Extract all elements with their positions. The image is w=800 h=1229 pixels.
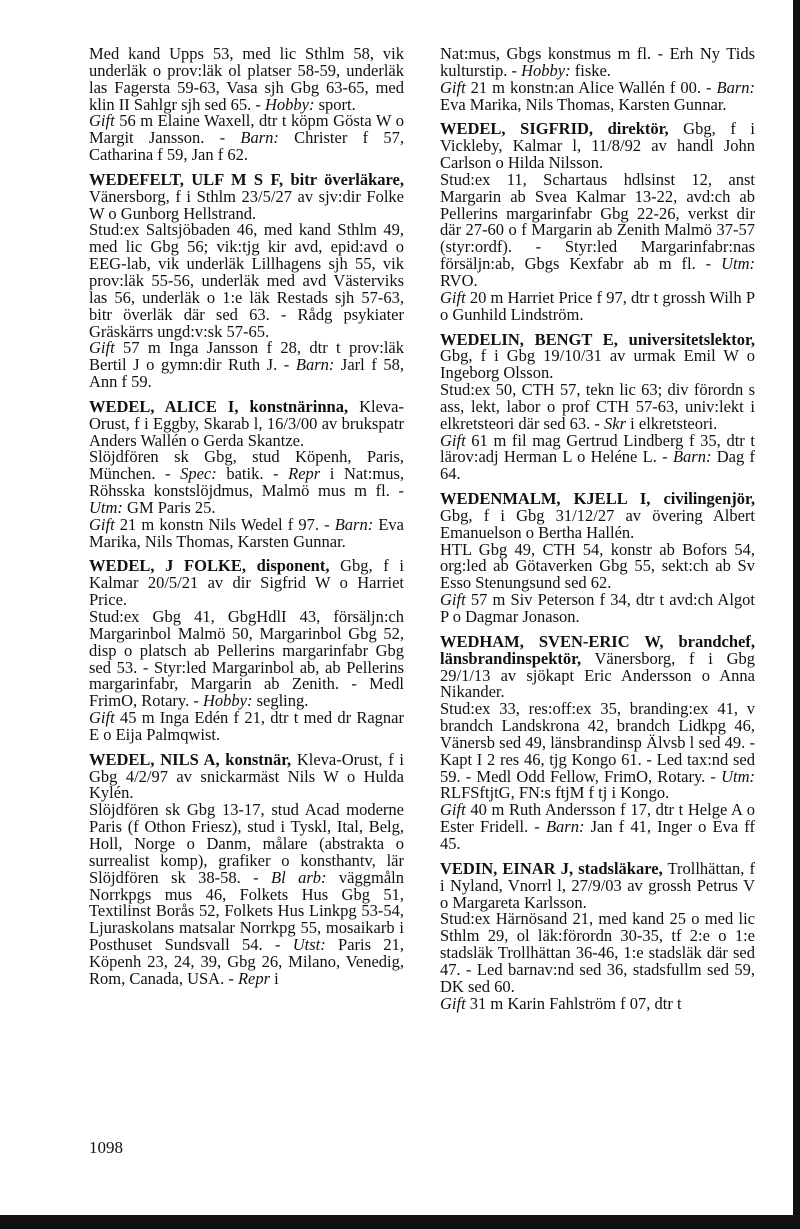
entry-headword: WEDELIN, BENGT E, universitetslektor, <box>440 329 755 349</box>
text-run: HTL Gbg 49, CTH 54, konstr ab Bofors 54, org:led ab Götaverken Gbg 55, sekt:ch ab Sv Esso Stenungsund sed 62. <box>440 539 755 593</box>
entry-headword: WEDEFELT, ULF M S F, bitr överläkare, <box>89 169 404 189</box>
entry-paragraph <box>440 911 755 995</box>
scan-edge-right <box>793 0 800 1229</box>
entry-lead: Gbg, f i Gbg 31/12/27 av övering Albert Emanuelson o Bertha Hallén. <box>440 505 755 542</box>
italic-label: Barn: <box>716 77 755 97</box>
entry-paragraph <box>440 382 755 433</box>
text-run: fiske. <box>570 60 611 80</box>
text-run: 21 m konstn:an Alice Wallén f 00. - <box>465 77 717 97</box>
italic-label: Utm: <box>721 254 755 274</box>
entry-family-paragraph <box>440 287 755 324</box>
biography-entry <box>440 631 755 853</box>
page-number: 1098 <box>89 1138 123 1157</box>
italic-label: Gift <box>89 514 115 534</box>
text-run: 20 m Harriet Price f 97, dtr t grossh Wilh P o Gunhild Lindström. <box>440 287 755 324</box>
italic-label: Bl arb: <box>271 867 327 887</box>
entry-paragraph <box>440 169 755 290</box>
italic-label: Gift <box>440 430 466 450</box>
italic-label: Barn: <box>295 355 335 375</box>
text-run: Stud:ex 11, Schartaus hdlsinst 12, anst Margarin ab Svea Kalmar 13-22, avd:ch ab Pellerins margarinfabr Gbg 22-26, verkst dir där 27-60 o f Margarin ab Zenith Malmö 37-57 (styr:ordf). - Styr:led Margarinfabr:nas försäljn:ab, Gbgs Kexfabr ab m fl. - <box>440 169 755 274</box>
italic-label: Gift <box>440 800 466 820</box>
biography-entry <box>89 396 404 551</box>
text-run: i elkretsteori. <box>626 413 718 433</box>
text-run: Stud:ex Saltsjöbaden 46, med kand Sthlm 49, med lic Gbg 56; vik:tjg kir avd, epid:avd o EEG-lab, vik underläk Lillhagens sjh 55, vik prov:läk 55-56, underläk med avd Västerviks las 56, underläk o 1:e läk Restads sjh 57-63, bitr överläk där sed 63. - Rådg psykiater Gräskärrs ungd:v:sk 57-65. <box>89 220 404 341</box>
biography-entry <box>89 749 404 988</box>
italic-label: Gift <box>89 111 115 131</box>
text-run: Paris 21, Köpenh 23, 24, 39, Gbg 26, Milano, Venedig, Rom, Canada, USA. - <box>89 935 404 988</box>
biography-entry <box>440 329 756 484</box>
text-run: Slöjdfören sk Gbg, stud Köpenh, Paris, München. - <box>89 447 404 484</box>
italic-label: Barn: <box>672 447 712 467</box>
text-run: 31 m Karin Fahlström f 07, dtr t <box>465 993 682 1013</box>
entry-paragraph <box>440 858 755 912</box>
text-run: 57 m Inga Jansson f 28, dtr t prov:läk Bertil J o gymn:dir Ruth J. - <box>89 338 404 375</box>
biography-entry <box>440 491 755 626</box>
entry-paragraph <box>440 121 755 172</box>
text-run: Christer f 57, Catharina f 59, Jan f 62. <box>89 128 404 165</box>
text-run: Med kand Upps 53, med lic Sthlm 58, vik underläk o prov:läk ol platser 58-59, underläk las Fagersta 59-63, Vasa sjh Gbg 63-65, med klin II Sahlgr sjh sed 65. - <box>89 44 404 114</box>
text-run: RVO. <box>440 270 478 290</box>
entry-family-paragraph <box>89 710 404 744</box>
entry-lead: Trollhättan, f i Nyland, Vnorrl l, 27/9/03 av grossh Petrus V o Margareta Karlsson. <box>440 858 755 912</box>
text-run: Slöjdfören sk Gbg 13-17, stud Acad moderne Paris (f Othon Friesz), stud i Tyskl, Ital, Belg, Holl, Norge o Danm, målare (abstrakta o surrealist komp), grafiker o konsthantv, lär Slöjdfören sk 38-58. - <box>89 800 404 887</box>
entry-lead: Vänersborg, f i Gbg 29/1/13 av sjökapt Eric Andersson o Anna Nikander. <box>440 648 755 702</box>
entry-paragraph <box>440 701 755 802</box>
text-run: Stud:ex Härnösand 21, med kand 25 o med lic Sthlm 29, ol läk:förordn 30-35, tf 2:e o 1:e stadsläk Trollhättan 36-46, 1:e stadsläk där sed 47. - Led barnav:nd sed 36, stadsfullm sed 59, DK sed 60. <box>440 909 755 996</box>
entry-paragraph <box>89 169 404 223</box>
italic-label: Hobby: <box>264 94 315 114</box>
entry-lead: Kleva-Orust, f i Gbg 4/2/97 av snickarmäst Nils W o Hulda Kylén. <box>89 749 404 803</box>
entry-paragraph <box>440 539 755 593</box>
entry-paragraph <box>89 802 404 987</box>
italic-label: Gift <box>440 590 466 610</box>
italic-label: Utst: <box>292 935 326 955</box>
text-run: i <box>270 968 279 988</box>
entry-family-paragraph <box>89 514 404 551</box>
text-run: Dag f 64. <box>440 447 756 484</box>
entry-family-paragraph <box>440 430 756 484</box>
italic-label: Gift <box>440 287 466 307</box>
biography-entry <box>89 558 404 743</box>
biography-entry <box>440 121 755 323</box>
entry-lead: Gbg, f i Kalmar 20/5/21 av dir Sigfrid W o Harriet Price. <box>89 556 404 610</box>
entry-paragraph <box>440 329 755 383</box>
entry-family-paragraph <box>440 592 755 626</box>
entry-paragraph <box>440 491 755 542</box>
text-run: segling. <box>252 691 309 711</box>
entry-headword: WEDEL, SIGFRID, direktör, <box>440 119 669 139</box>
entry-paragraph <box>89 449 404 516</box>
italic-label: Gift <box>89 708 115 728</box>
italic-label: Gift <box>440 993 466 1013</box>
entry-headword: WEDHAM, SVEN-ERIC W, brandchef, länsbrandinspektör, <box>440 631 755 668</box>
entry-lead: Kleva-Orust, f i Eggby, Skarab l, 16/3/00 av brukspatr Anders Wallén o Gerda Skantze. <box>89 396 404 450</box>
text-run: sport. <box>314 94 356 114</box>
entry-paragraph <box>440 46 755 80</box>
italic-label: Hobby: <box>521 60 571 80</box>
italic-label: Utm: <box>721 766 755 786</box>
text-run: batik. - <box>216 464 289 484</box>
entry-family-paragraph <box>440 77 755 114</box>
italic-label: Barn: <box>545 817 585 837</box>
italic-label: Barn: <box>240 128 279 148</box>
entry-headword: WEDEL, J FOLKE, disponent, <box>89 556 330 576</box>
text-run: 21 m konstn Nils Wedel f 97. - <box>114 514 335 534</box>
text-run: Stud:ex Gbg 41, GbgHdlI 43, försäljn:ch Margarinbol Malmö 50, Margarinbol Gbg 52, disp o platsch ab Pellerins margarinfabr Gbg sed 53. - Styr:led Margarinbol ab, ab Pellerins margarinfabr, Margarin ab Zenith. - Medl FrimO, Rotary. - <box>89 607 404 711</box>
biography-entry <box>440 46 755 113</box>
italic-label: Gift <box>89 338 115 358</box>
entry-family-paragraph <box>89 340 404 391</box>
entry-paragraph <box>89 396 404 450</box>
italic-label: Hobby: <box>202 691 253 711</box>
entry-headword: VEDIN, EINAR J, stadsläkare, <box>440 858 663 878</box>
text-run: 45 m Inga Edén f 21, dtr t med dr Ragnar E o Eija Palmqwist. <box>89 708 404 744</box>
italic-label: Skr <box>604 413 627 433</box>
entry-lead: Vänersborg, f i Sthlm 23/5/27 av sjv:dir Folke W o Gunborg Hellstrand. <box>89 186 404 223</box>
italic-label: Gift <box>440 77 466 97</box>
text-run: GM Paris 25. <box>122 497 216 517</box>
text-run: 40 m Ruth Andersson f 17, dtr t Helge A o Ester Fridell. - <box>440 800 755 837</box>
text-run: Jan f 41, Inger o Eva ff 45. <box>440 817 755 853</box>
scan-edge-bottom <box>0 1215 800 1229</box>
biography-entry <box>89 46 404 164</box>
text-run: RLFSftjtG, FN:s ftjM f tj i Kongo. <box>440 783 670 803</box>
text-run: i Nat:mus, Röhsska konstslöjdmus, Malmö mus m fl. - <box>89 464 404 501</box>
biography-entry <box>440 858 755 1013</box>
text-run: väggmåln Norrkpgs mus 46, Folkets Hus Gbg 51, Textilinst Borås 52, Folkets Hus Linkpg 53-54, Ljuraskolans matsalar Norrkpg 55, mosaikarb i Posthuset Sundsvall 54. - <box>89 867 404 955</box>
text-run: Stud:ex 33, res:off:ex 35, branding:ex 41, v brandch Landskrona 42, brandch Lidkpg 46, Vänersb sed 49, länsbrandinsp Älvsb l sed 49. - Kapt I 2 res 46, tjg Kongo 61. - Led tax:nd sed 59. - Medl Odd Fellow, FrimO, Rotary. - <box>440 699 755 786</box>
entry-family-paragraph <box>440 993 755 1013</box>
italic-label: Utm: <box>89 497 123 517</box>
entry-paragraph <box>89 749 404 803</box>
entry-headword: WEDEL, NILS A, konstnär, <box>89 749 292 769</box>
entry-headword: WEDEL, ALICE I, konstnärinna, <box>89 396 349 416</box>
text-run: 56 m Elaine Waxell, dtr t köpm Gösta W o Margit Jansson. - <box>89 111 404 148</box>
text-run: Eva Marika, Nils Thomas, Karsten Gunnar. <box>89 514 404 551</box>
text-run: Jarl f 58, Ann f 59. <box>89 355 405 392</box>
text-run: Eva Marika, Nils Thomas, Karsten Gunnar. <box>440 94 727 114</box>
entry-paragraph <box>89 46 404 113</box>
entry-paragraph <box>89 609 404 710</box>
entry-paragraph <box>440 631 755 702</box>
entry-lead: Gbg, f i Vickleby, Kalmar l, 11/8/92 av handl John Carlson o Hilda Nilsson. <box>440 119 755 173</box>
italic-label: Repr <box>288 464 321 484</box>
text-run: 61 m fil mag Gertrud Lindberg f 35, dtr t lärov:adj Herman L o Heléne L. - <box>440 430 755 467</box>
italic-label: Repr <box>237 968 271 988</box>
biography-entry <box>89 169 405 392</box>
text-run: Nat:mus, Gbgs konstmus m fl. - Erh Ny Tids kulturstip. - <box>440 44 755 80</box>
entry-family-paragraph <box>440 802 755 853</box>
entry-paragraph <box>89 558 404 609</box>
left-column <box>89 46 404 996</box>
right-column <box>440 46 755 1020</box>
text-run: Stud:ex 50, CTH 57, tekn lic 63; div förordn s ass, lekt, labor o prof CTH 57-63, univ:lekt i elkretsteori där sed 63. - <box>440 380 755 433</box>
text-run: 57 m Siv Peterson f 34, dtr t avd:ch Algot P o Dagmar Jonason. <box>440 590 755 626</box>
entry-lead: Gbg, f i Gbg 19/10/31 av urmak Emil W o Ingeborg Olsson. <box>440 346 755 383</box>
entry-headword: WEDENMALM, KJELL I, civilingenjör, <box>440 489 755 509</box>
italic-label: Spec: <box>180 464 217 484</box>
entry-family-paragraph <box>89 113 404 164</box>
italic-label: Barn: <box>334 514 374 534</box>
entry-paragraph <box>89 222 404 340</box>
